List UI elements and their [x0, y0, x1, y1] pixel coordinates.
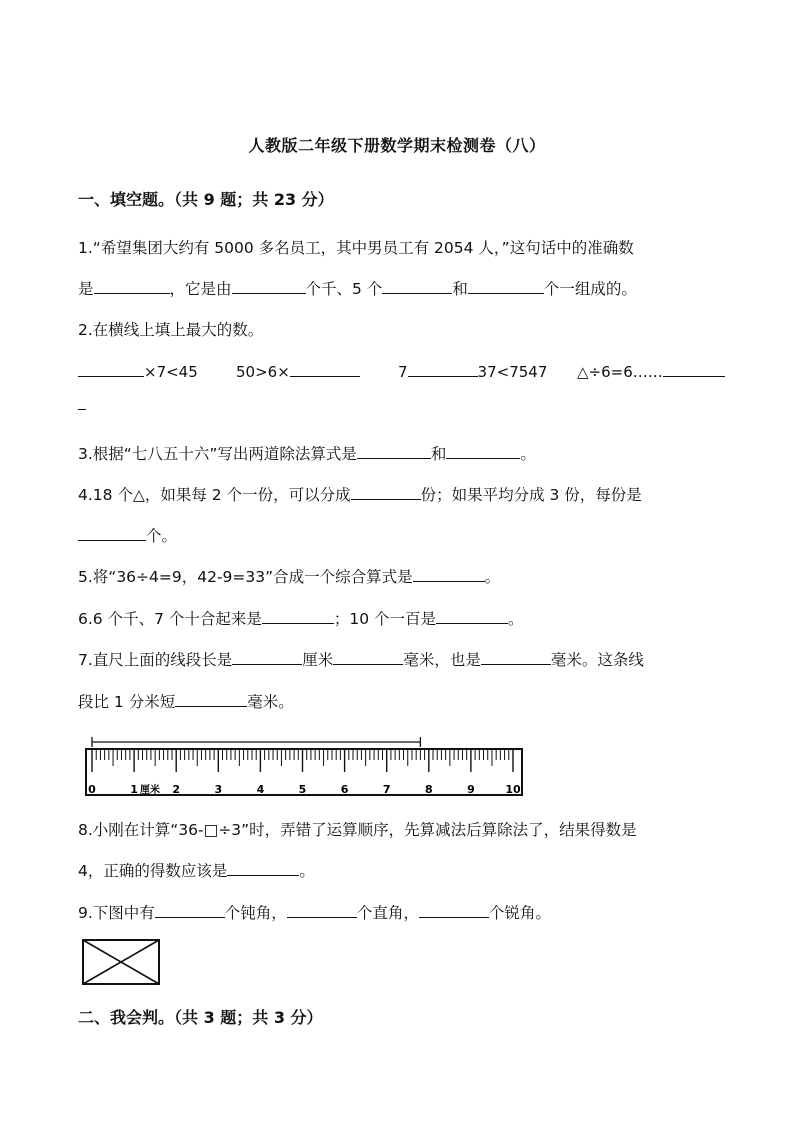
- answer-blank[interactable]: [436, 609, 508, 624]
- ruler-number-label: 4: [256, 783, 265, 796]
- answer-blank[interactable]: [413, 567, 485, 582]
- q1-text-b: ，它是由: [169, 280, 232, 298]
- q1-text-d: 和: [452, 280, 468, 298]
- q2-item-1: [78, 362, 198, 381]
- answer-blank[interactable]: [232, 279, 306, 294]
- q1-text-c: 个千、5 个: [305, 280, 383, 298]
- answer-blank[interactable]: [481, 650, 551, 665]
- answer-blank[interactable]: [227, 861, 299, 876]
- q7-text-e: 段比 1 分米短: [78, 693, 176, 711]
- q4-text-a: 4.18 个△，如果每 2 个一份，可以分成: [78, 486, 351, 504]
- answer-blank[interactable]: [382, 279, 452, 294]
- q2-line-1: 2.在横线上填上最大的数。: [78, 321, 264, 339]
- q6-text-b: ；10 个一百是: [333, 610, 437, 628]
- answer-blank[interactable]: [290, 362, 360, 377]
- q7-line-2: [78, 692, 294, 712]
- q3-text-c: 。: [520, 445, 536, 463]
- q8-text-c: 。: [299, 862, 315, 880]
- q2-item-4: [577, 362, 725, 381]
- q7-text-b: 厘米: [302, 651, 334, 669]
- ruler-number-label: 1: [130, 783, 138, 796]
- q9-text-c: 个直角，: [356, 904, 419, 922]
- q5-text-a: 5.将“36÷4=9，42-9=33”合成一个综合算式是: [78, 568, 413, 586]
- answer-blank[interactable]: [78, 362, 144, 377]
- rectangle-with-diagonals-svg: [81, 938, 163, 988]
- q6-text-c: 。: [508, 610, 524, 628]
- ruler-unit-label: 厘米: [140, 785, 160, 796]
- section-1-heading: 一、填空题。（共 9 题；共 23 分）: [78, 190, 334, 209]
- q2-item-1-text: ×7<45: [144, 363, 198, 381]
- answer-blank[interactable]: [408, 362, 478, 377]
- ruler-number-label: 8: [424, 783, 433, 796]
- ruler-number-label: 7: [382, 783, 391, 796]
- page-title: 人教版二年级下册数学期末检测卷（八）: [248, 136, 546, 155]
- q5-line: [78, 567, 500, 587]
- answer-blank[interactable]: [419, 903, 489, 918]
- q7-text-f: 毫米。: [247, 693, 294, 711]
- q2-item-2-text: 50>6×: [236, 363, 290, 381]
- q1-text-e: 个一组成的。: [543, 280, 637, 298]
- answer-blank[interactable]: [351, 485, 421, 500]
- q4-line-1: [78, 485, 642, 505]
- answer-blank[interactable]: [78, 526, 146, 541]
- ruler-svg: [84, 728, 524, 798]
- q8-line-2: [78, 861, 315, 881]
- answer-blank[interactable]: [232, 650, 302, 665]
- ruler-number-label: 2: [172, 783, 181, 796]
- answer-blank[interactable]: [468, 279, 544, 294]
- answer-blank-continuation[interactable]: [78, 409, 86, 410]
- ruler-number-label: 0: [88, 783, 96, 796]
- q3-text-b: 和: [430, 445, 447, 463]
- q3-line: [78, 444, 536, 464]
- q3-text-a: 3.根据“七八五十六”写出两道除法算式是: [78, 445, 357, 463]
- answer-blank[interactable]: [262, 609, 334, 624]
- answer-blank[interactable]: [175, 692, 247, 707]
- q2-item-2: [236, 362, 360, 381]
- ruler-number-label: 3: [214, 783, 223, 796]
- angle-figure: [81, 938, 163, 992]
- answer-blank[interactable]: [357, 444, 431, 459]
- section-2-heading: 二、我会判。（共 3 题；共 3 分）: [78, 1008, 323, 1027]
- answer-blank[interactable]: [663, 362, 725, 377]
- q8-text-b: 4，正确的得数应该是: [78, 862, 228, 880]
- answer-blank[interactable]: [446, 444, 520, 459]
- answer-blank[interactable]: [94, 279, 170, 294]
- q7-line-1: [78, 650, 644, 670]
- q4-line-2: [78, 526, 177, 546]
- ruler-number-label: 6: [340, 783, 349, 796]
- q7-text-c: 毫米，也是: [403, 651, 481, 669]
- q2-item-4-text: △÷6=6……: [577, 363, 663, 381]
- q1-line-1: 1.“希望集团大约有 5000 多名员工，其中男员工有 2054 人，”这句话中的准确数: [78, 239, 634, 257]
- q2-item-3: [398, 362, 547, 381]
- ruler-figure: [84, 728, 524, 802]
- q1-line-2: [78, 279, 637, 299]
- q9-text-a: 9.下图中有: [78, 904, 155, 922]
- q6-text-a: 6.6 个千、7 个十合起来是: [78, 610, 262, 628]
- q9-line: [78, 903, 551, 923]
- q5-text-b: 。: [484, 568, 501, 586]
- q4-text-b: 份；如果平均分成 3 份，每份是: [420, 486, 642, 504]
- answer-blank[interactable]: [333, 650, 403, 665]
- answer-blank[interactable]: [155, 903, 225, 918]
- q1-text-a: 是: [78, 280, 94, 298]
- q2-item-3-pre: 7: [398, 363, 408, 381]
- ruler-number-label: 10: [505, 783, 521, 796]
- ruler-number-label: 5: [298, 783, 307, 796]
- q6-line: [78, 609, 524, 629]
- ruler-number-label: 9: [467, 783, 475, 796]
- q4-text-c: 个。: [146, 527, 178, 545]
- q2-item-3-post: 37<7547: [477, 363, 548, 381]
- q7-text-d: 毫米。这条线: [550, 651, 644, 669]
- q9-text-d: 个锐角。: [488, 904, 551, 922]
- answer-blank[interactable]: [287, 903, 357, 918]
- q8-line-1: 8.小刚在计算“36-□÷3”时，弄错了运算顺序，先算减法后算除法了，结果得数是: [78, 821, 637, 839]
- q9-text-b: 个钝角，: [224, 904, 287, 922]
- q7-text-a: 7.直尺上面的线段长是: [78, 651, 233, 669]
